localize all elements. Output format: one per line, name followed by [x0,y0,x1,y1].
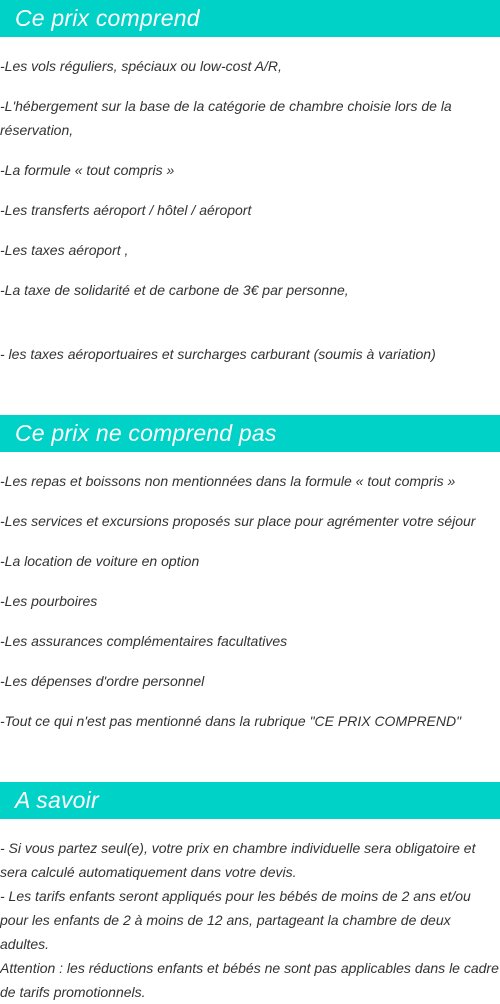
section-title-excludes: Ce prix ne comprend pas [15,420,277,446]
list-item: -Les services et excursions proposés sur place pour agrémenter votre séjour [0,513,476,529]
section-title-includes: Ce prix comprend [15,5,200,31]
good-to-know-paragraph: - Si vous partez seul(e), votre prix en chambre individuelle sera obligatoire et sera calculé automatiquement dans votre devis. [0,840,476,880]
list-item: -Les taxes aéroport , [0,242,129,258]
section-good-to-know [0,782,500,1000]
list-item: -La location de voiture en option [0,553,200,569]
good-to-know-paragraph: Attention : les réductions enfants et bébés ne sont pas applicables dans le cadre de tarifs promotionnels. [0,960,499,1000]
section-price-includes [0,0,500,362]
list-item: -La formule « tout compris » [0,162,175,178]
list-item: -La taxe de solidarité et de carbone de 3€ par personne, [0,282,349,298]
section-title-good-to-know: A savoir [15,787,99,813]
list-item: -Les assurances complémentaires facultatives [0,633,288,649]
section-header-includes [0,0,500,37]
section-header-excludes [0,415,500,452]
list-item: -Les dépenses d'ordre personnel [0,673,205,689]
list-item: -L'hébergement sur la base de la catégorie de chambre choisie lors de la réservation, [0,98,452,138]
section-header-good-to-know [0,782,500,819]
list-item: -Les pourboires [0,593,98,609]
list-item: -Les vols réguliers, spéciaux ou low-cost A/R, [0,58,282,74]
good-to-know-paragraph: - Les tarifs enfants seront appliqués pour les bébés de moins de 2 ans et/ou pour les enfants de 2 à moins de 12 ans, partageant la chambre de deux adultes. [0,888,471,952]
list-item: -Les repas et boissons non mentionnées dans la formule « tout compris » [0,473,456,489]
list-item: - les taxes aéroportuaires et surcharges carburant (soumis à variation) [0,346,436,362]
list-item: -Tout ce qui n'est pas mentionné dans la rubrique "CE PRIX COMPREND" [0,713,462,729]
list-item: -Les transferts aéroport / hôtel / aéroport [0,202,252,218]
section-price-excludes [0,415,500,729]
